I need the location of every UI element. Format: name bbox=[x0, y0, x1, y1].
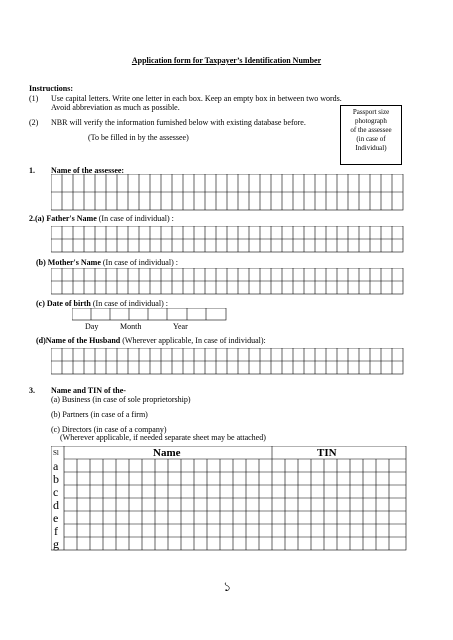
q2a-label: 2.(a) Father's Name (In case of individual) : bbox=[29, 214, 174, 223]
table-row-label: f bbox=[54, 524, 58, 538]
table-header-sl: Sl bbox=[53, 449, 59, 457]
mother-name-boxes[interactable] bbox=[51, 268, 406, 296]
father-name-boxes[interactable] bbox=[51, 226, 406, 254]
table-row-label: b bbox=[53, 472, 59, 486]
photo-box-line: photograph bbox=[355, 117, 387, 125]
photo-box-line: (in case of bbox=[356, 135, 386, 143]
passport-photo-box bbox=[340, 105, 402, 165]
instruction-1-text: Use capital letters. Write one letter in each box. Keep an empty box in between two words. bbox=[51, 94, 342, 103]
q1-label: Name of the assessee: bbox=[51, 166, 125, 175]
photo-box-line: Passport size bbox=[352, 108, 390, 116]
table-row-label: g bbox=[53, 537, 59, 551]
table-row-label: d bbox=[53, 498, 59, 512]
q3b-text: (b) Partners (in case of a firm) bbox=[51, 410, 148, 419]
q3-number: 3. bbox=[29, 386, 35, 395]
photo-box-line: of the assessee bbox=[350, 126, 392, 134]
table-header-tin: TIN bbox=[317, 447, 337, 459]
q2b-label: (b) Mother's Name (In case of individual) : bbox=[36, 258, 178, 267]
instructions-heading: Instructions: bbox=[29, 84, 74, 93]
name-tin-table[interactable] bbox=[51, 446, 409, 552]
assessee-name-boxes[interactable] bbox=[51, 174, 406, 212]
q1-number: 1. bbox=[29, 166, 35, 175]
photo-box-line: Individual) bbox=[355, 144, 387, 152]
husband-name-boxes[interactable] bbox=[51, 348, 406, 376]
dob-day-label: Day bbox=[85, 322, 99, 331]
q3-label: Name and TIN of the- bbox=[51, 386, 126, 395]
instruction-2-number: (2) bbox=[29, 118, 39, 127]
table-row-label: a bbox=[53, 459, 59, 473]
table-row-label: e bbox=[53, 511, 59, 525]
dob-year-label: Year bbox=[173, 322, 188, 331]
q2d-label: (d)Name of the Husband (Wherever applicable, In case of individual): bbox=[36, 336, 266, 345]
date-of-birth-boxes[interactable] bbox=[72, 308, 232, 322]
q3c-note: (Wherever applicable, if needed separate sheet may be attached) bbox=[60, 433, 266, 442]
table-row-label: c bbox=[53, 485, 59, 499]
q2c-label: (c) Date of birth (In case of individual) : bbox=[36, 299, 168, 308]
form-title: Application form for Taxpayer’s Identification Number bbox=[131, 56, 322, 65]
assessee-note: (To be filled in by the assessee) bbox=[88, 133, 189, 142]
table-header-name: Name bbox=[153, 447, 181, 459]
instruction-1-text-continued: Avoid abbreviation as much as possible. bbox=[51, 103, 180, 112]
instruction-2-text: NBR will verify the information furnished below with existing database before. bbox=[51, 118, 306, 127]
page-number: ১ bbox=[223, 579, 232, 594]
q3a-text: (a) Business (in case of sole proprietorship) bbox=[51, 395, 191, 404]
q3c-text: (c) Directors (in case of a company) bbox=[51, 425, 167, 434]
instruction-1-number: (1) bbox=[29, 94, 39, 103]
dob-month-label: Month bbox=[120, 322, 142, 331]
